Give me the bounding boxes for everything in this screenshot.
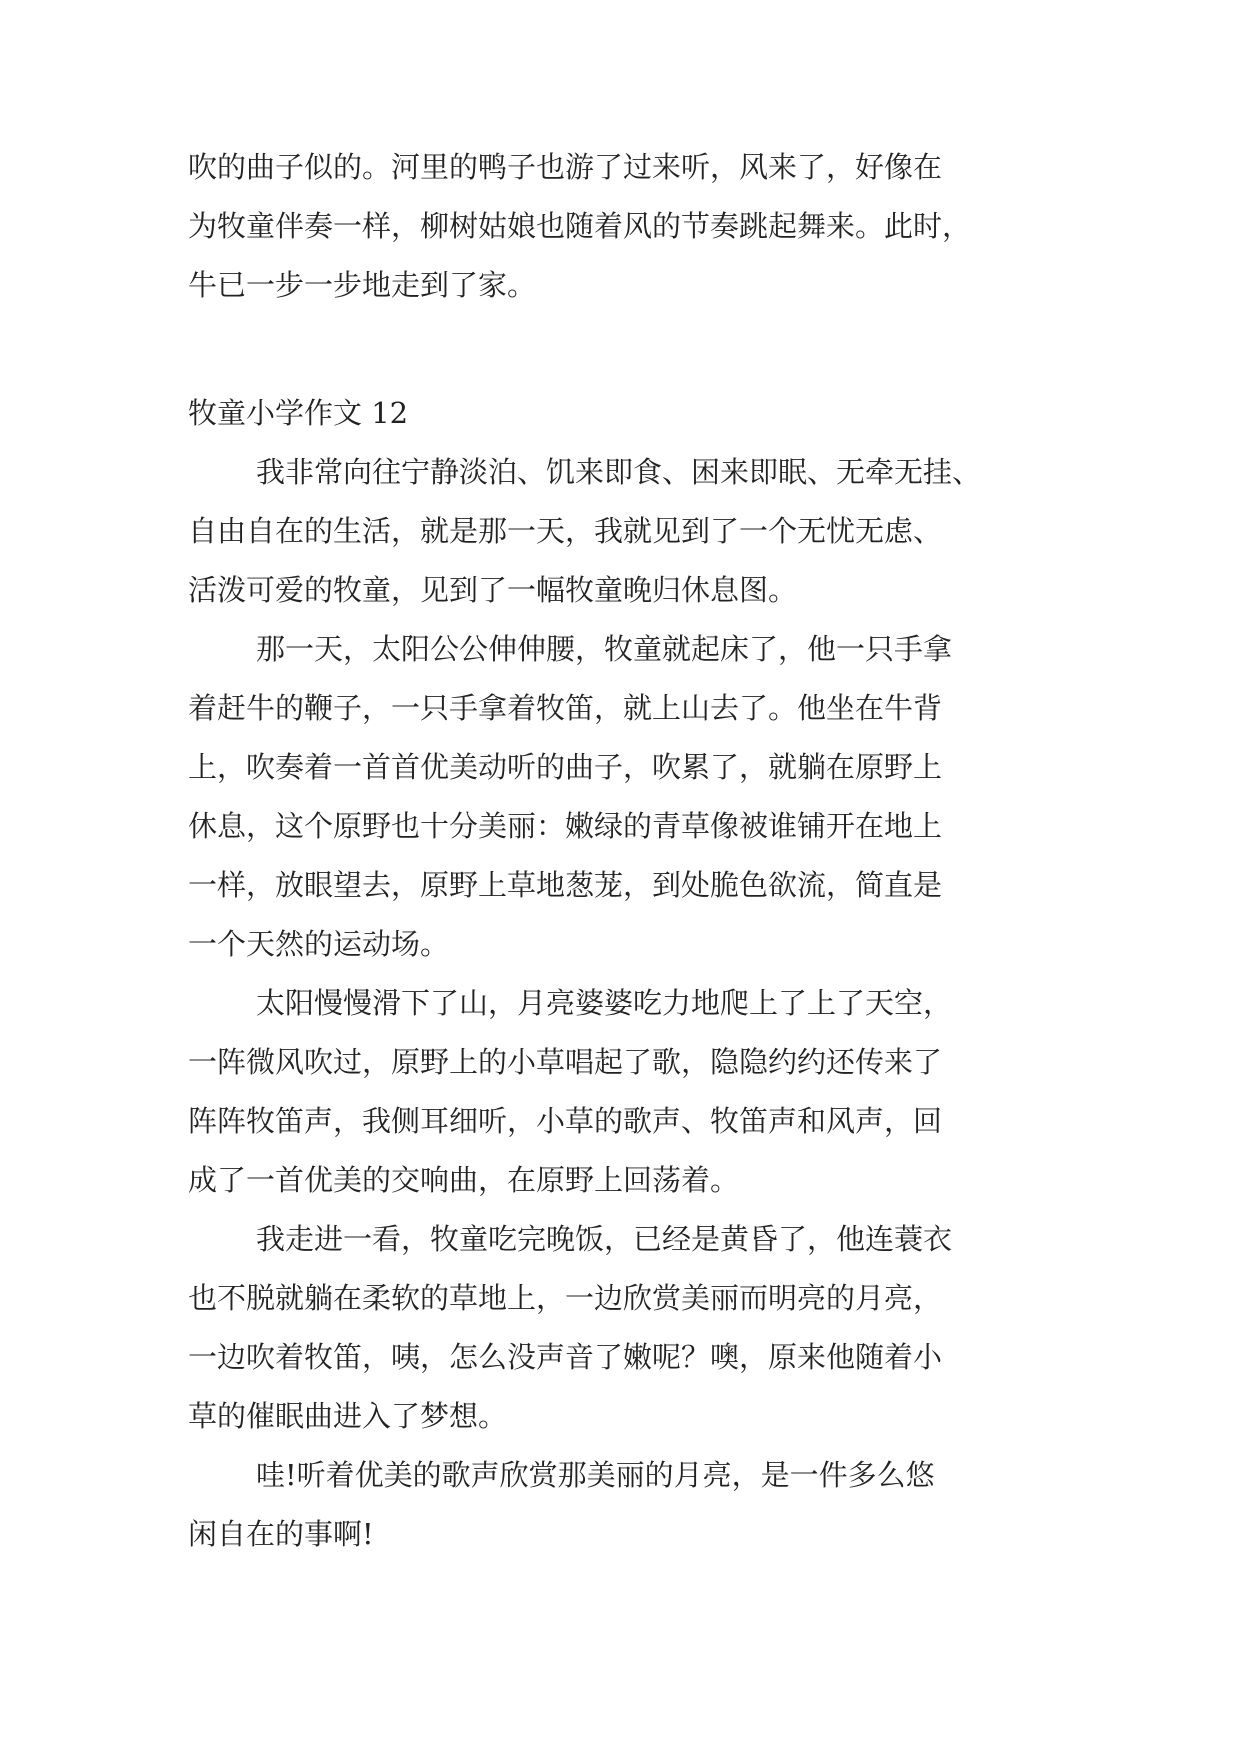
paragraph-3-line-3: 阵阵牧笛声，我侧耳细听，小草的歌声、牧笛声和风声，回 bbox=[188, 1104, 943, 1138]
paragraph-2-line-6: 一个天然的运动场。 bbox=[188, 927, 450, 961]
continuation-line-2: 为牧童伴奏一样，柳树姑娘也随着风的节奏跳起舞来。此时， bbox=[188, 209, 972, 243]
paragraph-2-line-2: 着赶牛的鞭子，一只手拿着牧笛，就上山去了。他坐在牛背 bbox=[188, 691, 943, 725]
paragraph-2-line-5: 一样，放眼望去，原野上草地葱茏，到处脆色欲流，简直是 bbox=[188, 868, 943, 902]
paragraph-2-line-1: 那一天，太阳公公伸伸腰，牧童就起床了，他一只手拿 bbox=[256, 632, 953, 666]
paragraph-4-line-3: 一边吹着牧笛，咦，怎么没声音了嫩呢？噢，原来他随着小 bbox=[188, 1340, 943, 1374]
paragraph-2-line-4: 休息，这个原野也十分美丽：嫩绿的青草像被谁铺开在地上 bbox=[188, 809, 943, 843]
paragraph-1-line-1: 我非常向往宁静淡泊、饥来即食、困来即眠、无牵无挂、 bbox=[256, 455, 982, 489]
paragraph-1-line-3: 活泼可爱的牧童，见到了一幅牧童晚归休息图。 bbox=[188, 573, 798, 607]
continuation-line-3: 牛已一步一步地走到了家。 bbox=[188, 268, 537, 302]
section-title: 牧童小学作文 12 bbox=[188, 396, 409, 430]
paragraph-5-line-2: 闲自在的事啊! bbox=[188, 1517, 374, 1551]
paragraph-5-line-1: 哇!听着优美的歌声欣赏那美丽的月亮，是一件多么悠 bbox=[256, 1458, 935, 1492]
paragraph-3-line-2: 一阵微风吹过，原野上的小草唱起了歌，隐隐约约还传来了 bbox=[188, 1045, 943, 1079]
paragraph-4-line-1: 我走进一看，牧童吃完晚饭，已经是黄昏了，他连蓑衣 bbox=[256, 1222, 953, 1256]
paragraph-4-line-2: 也不脱就躺在柔软的草地上，一边欣赏美丽而明亮的月亮， bbox=[188, 1281, 943, 1315]
continuation-line-1: 吹的曲子似的。河里的鸭子也游了过来听，风来了，好像在 bbox=[188, 150, 943, 184]
paragraph-1-line-2: 自由自在的生活，就是那一天，我就见到了一个无忧无虑、 bbox=[188, 514, 943, 548]
paragraph-2-line-3: 上，吹奏着一首首优美动听的曲子，吹累了，就躺在原野上 bbox=[188, 750, 943, 784]
paragraph-3-line-1: 太阳慢慢滑下了山，月亮婆婆吃力地爬上了上了天空， bbox=[256, 986, 953, 1020]
paragraph-3-line-4: 成了一首优美的交响曲，在原野上回荡着。 bbox=[188, 1163, 740, 1197]
paragraph-4-line-4: 草的催眠曲进入了梦想。 bbox=[188, 1399, 508, 1433]
